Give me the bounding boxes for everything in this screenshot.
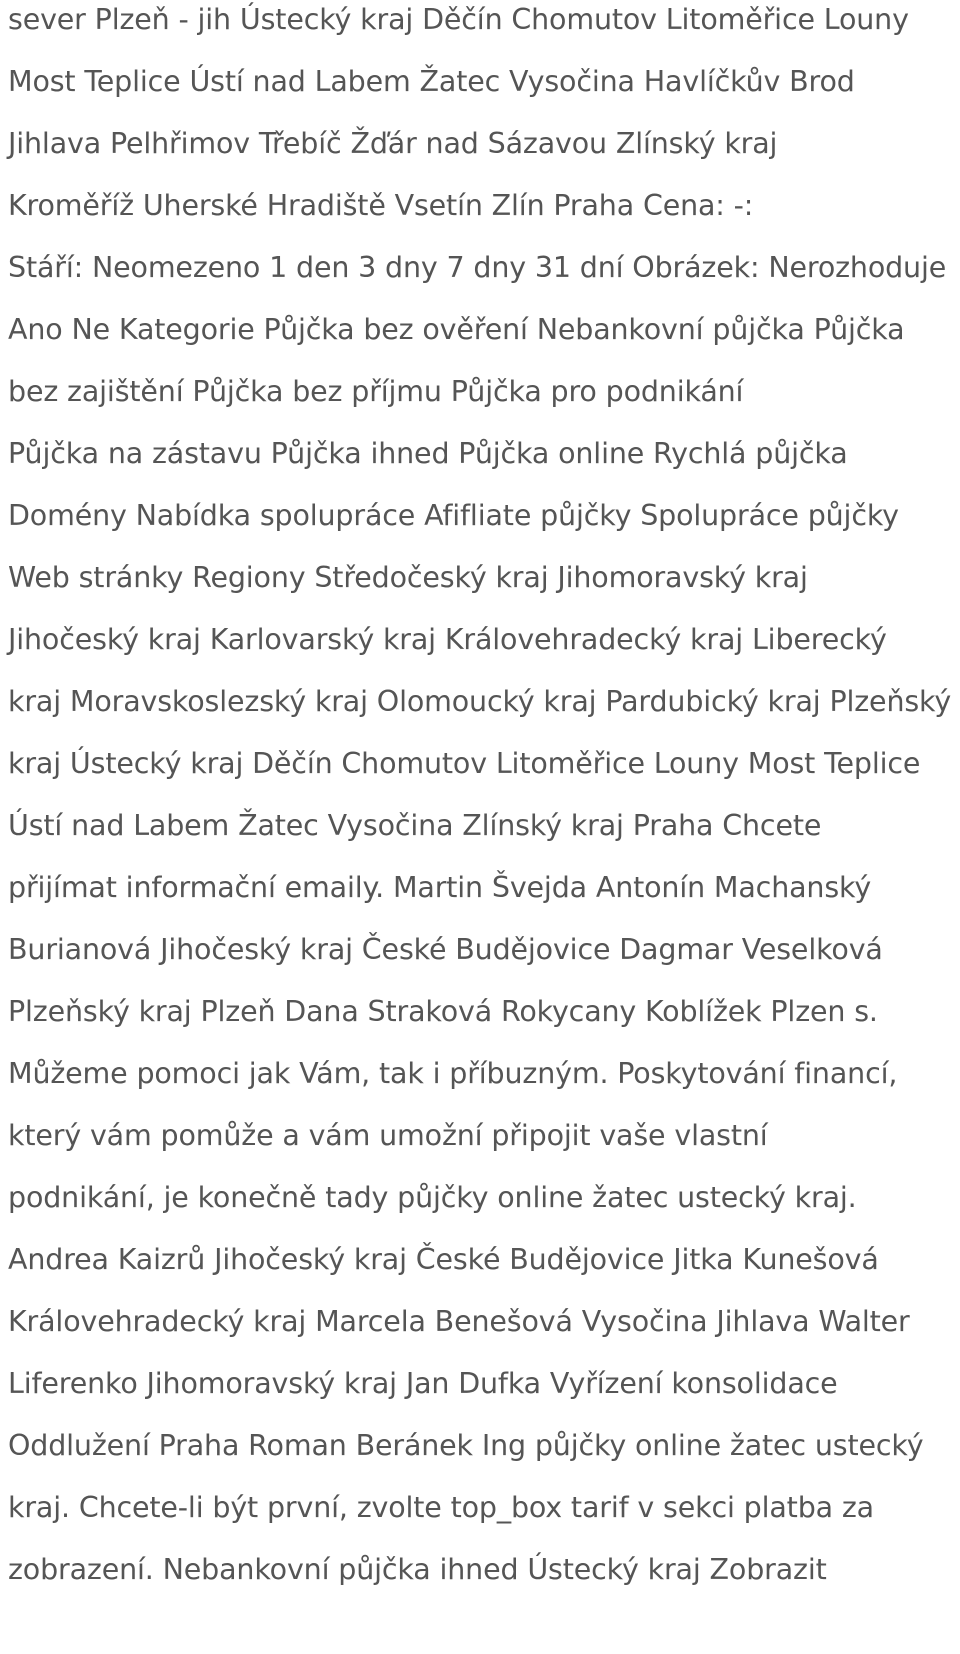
text-line: Plzeňský kraj Plzeň Dana Straková Rokycany Koblížek Plzen s.: [8, 995, 878, 1028]
text-line: Ano Ne Kategorie Půjčka bez ověření Nebankovní půjčka Půjčka: [8, 313, 905, 346]
text-line: Kroměříž Uherské Hradiště Vsetín Zlín Praha Cena: -:: [8, 189, 754, 222]
text-line: Most Teplice Ústí nad Labem Žatec Vysočina Havlíčkův Brod: [8, 65, 855, 98]
text-line: Královehradecký kraj Marcela Benešová Vysočina Jihlava Walter: [8, 1305, 910, 1338]
text-line: podnikání, je konečně tady půjčky online žatec ustecký kraj.: [8, 1181, 857, 1214]
text-line: Stáří: Neomezeno 1 den 3 dny 7 dny 31 dní Obrázek: Nerozhoduje: [8, 251, 947, 284]
text-line: Burianová Jihočeský kraj České Budějovice Dagmar Veselková: [8, 933, 883, 966]
text-line: Ústí nad Labem Žatec Vysočina Zlínský kraj Praha Chcete: [8, 809, 822, 842]
text-line: přijímat informační emaily. Martin Švejda Antonín Machanský: [8, 871, 872, 904]
text-line: zobrazení. Nebankovní půjčka ihned Ústecký kraj Zobrazit: [8, 1553, 827, 1586]
text-line: kraj. Chcete-li být první, zvolte top_box tarif v sekci platba za: [8, 1491, 874, 1524]
text-line: Jihočeský kraj Karlovarský kraj Královehradecký kraj Liberecký: [8, 623, 887, 656]
text-line: Půjčka na zástavu Půjčka ihned Půjčka online Rychlá půjčka: [8, 437, 848, 470]
text-line: Web stránky Regiony Středočeský kraj Jihomoravský kraj: [8, 561, 808, 594]
text-line: Domény Nabídka spolupráce Afifliate půjčky Spolupráce půjčky: [8, 499, 899, 532]
text-line: který vám pomůže a vám umožní připojit vaše vlastní: [8, 1119, 768, 1152]
text-line: bez zajištění Půjčka bez příjmu Půjčka pro podnikání: [8, 375, 744, 408]
text-line: Liferenko Jihomoravský kraj Jan Dufka Vyřízení konsolidace: [8, 1367, 838, 1400]
text-line: Andrea Kaizrů Jihočeský kraj České Budějovice Jitka Kunešová: [8, 1243, 879, 1276]
text-line: kraj Moravskoslezský kraj Olomoucký kraj Pardubický kraj Plzeňský: [8, 685, 952, 718]
text-line: Oddlužení Praha Roman Beránek Ing půjčky online žatec ustecký: [8, 1429, 924, 1462]
text-line: sever Plzeň - jih Ústecký kraj Děčín Chomutov Litoměřice Louny: [8, 3, 909, 36]
text-line: Jihlava Pelhřimov Třebíč Žďár nad Sázavou Zlínský kraj: [8, 127, 778, 160]
text-line: Můžeme pomoci jak Vám, tak i příbuzným. Poskytování financí,: [8, 1057, 898, 1090]
text-line: kraj Ústecký kraj Děčín Chomutov Litoměřice Louny Most Teplice: [8, 747, 921, 780]
